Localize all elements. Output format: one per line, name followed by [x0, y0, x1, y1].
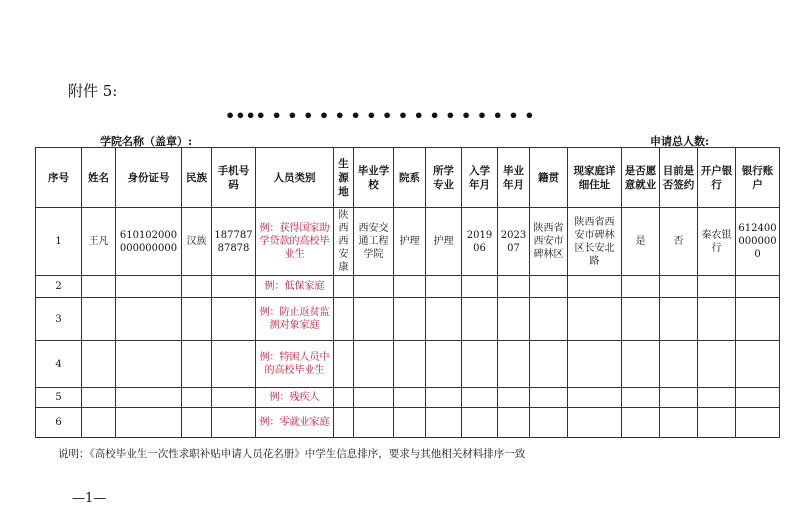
table-row	[36, 341, 780, 388]
cell-no: 3	[36, 298, 82, 341]
cell-category: 例：零就业家庭	[256, 408, 334, 438]
applicant-roster-table	[35, 147, 780, 438]
cell-category: 例：防止返贫监测对象家庭	[256, 298, 334, 341]
header-row	[36, 148, 780, 208]
cell-major: 护理	[426, 208, 462, 276]
cell-origin-main: 陕西西安	[338, 210, 349, 260]
cell-account: 6124000000000	[736, 208, 780, 276]
cell-signed: 否	[660, 208, 698, 276]
cell-no: 6	[36, 408, 82, 438]
cell-address: 陕西省西安市碑林区长安北路	[568, 208, 622, 276]
table-row	[36, 388, 780, 408]
header-enroll: 入学年月	[462, 148, 498, 208]
header-bank: 开户银行	[698, 148, 736, 208]
decorative-dots: •••• • • • • • • • • • • • • • • • • •	[225, 106, 535, 125]
header-account: 银行账户	[736, 148, 780, 208]
header-category: 人员类别	[256, 148, 334, 208]
header-major: 所学专业	[426, 148, 462, 208]
header-grad: 毕业年月	[498, 148, 530, 208]
cell-native: 陕西省西安市碑林区	[530, 208, 568, 276]
cell-category: 例：获得国家助学贷款的高校毕业生	[256, 208, 334, 276]
header-id: 身份证号	[116, 148, 182, 208]
header-willing: 是否愿意就业	[622, 148, 660, 208]
cell-dept: 护理	[394, 208, 426, 276]
header-ethnic: 民族	[182, 148, 212, 208]
table-row	[36, 408, 780, 438]
table-row	[36, 276, 780, 298]
table-row	[36, 298, 780, 341]
cell-no: 4	[36, 341, 82, 388]
cell-phone: 18778787878	[212, 208, 256, 276]
annex-title: 附件 5:	[68, 82, 118, 100]
cell-id: 610102000000000000	[116, 208, 182, 276]
header-school: 毕业学校	[354, 148, 394, 208]
cell-category: 例：残疾人	[256, 388, 334, 408]
cell-name: 王凡	[82, 208, 116, 276]
cell-origin-extra: 康	[338, 262, 349, 273]
cell-bank: 秦农银行	[698, 208, 736, 276]
header-origin: 生源地	[334, 148, 354, 208]
cell-willing: 是	[622, 208, 660, 276]
header-address: 现家庭详细住址	[568, 148, 622, 208]
cell-enroll: 201906	[462, 208, 498, 276]
college-name-label: 学院名称（盖章）:	[100, 135, 193, 148]
cell-school: 西安交通工程学院	[354, 208, 394, 276]
cell-category: 例：特困人员中的高校毕业生	[256, 341, 334, 388]
header-no: 序号	[36, 148, 82, 208]
header-phone: 手机号码	[212, 148, 256, 208]
cell-category: 例：低保家庭	[256, 276, 334, 298]
footnote: 说明：《高校毕业生一次性求职补贴申请人员花名册》中学生信息排序，要求与其他相关材料排序一致	[58, 448, 526, 460]
cell-no: 2	[36, 276, 82, 298]
header-native: 籍贯	[530, 148, 568, 208]
cell-no: 1	[36, 208, 82, 276]
cell-ethnic: 汉族	[182, 208, 212, 276]
header-name: 姓名	[82, 148, 116, 208]
page-number: —1—	[72, 491, 107, 506]
total-applicants-label: 申请总人数:	[650, 135, 710, 148]
table-row	[36, 208, 780, 276]
cell-no: 5	[36, 388, 82, 408]
cell-origin	[334, 208, 354, 276]
cell-grad: 202307	[498, 208, 530, 276]
header-signed: 目前是否签约	[660, 148, 698, 208]
header-dept: 院系	[394, 148, 426, 208]
